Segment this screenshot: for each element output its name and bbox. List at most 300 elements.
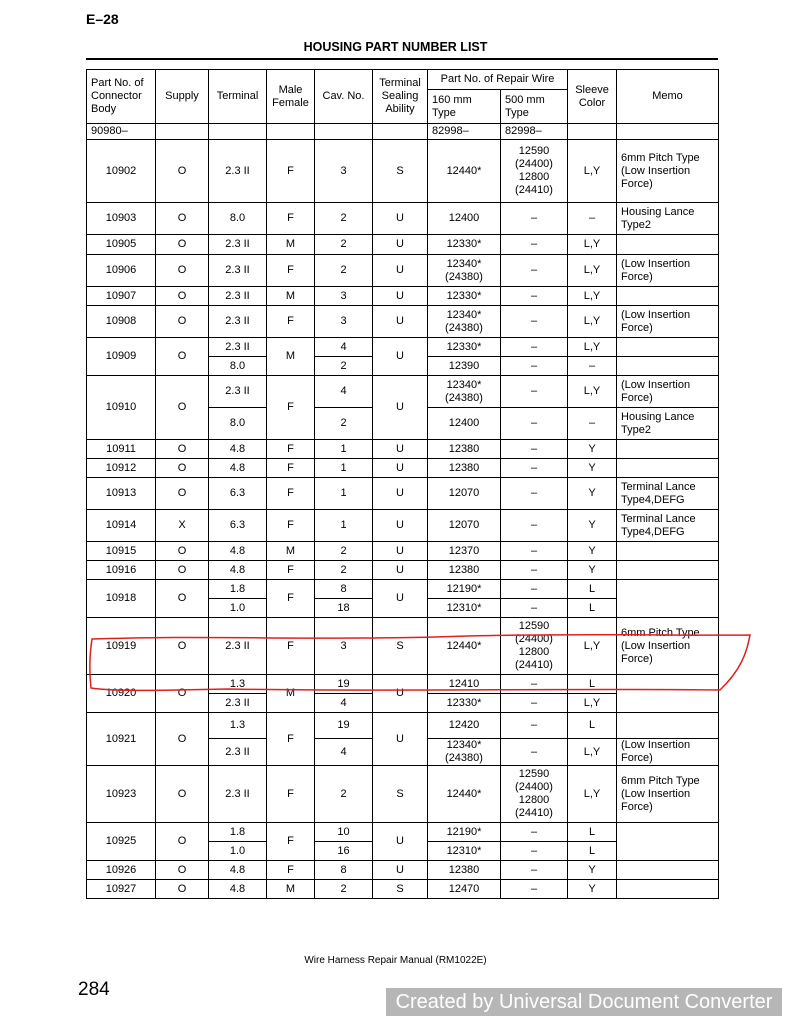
sleeve-color-cell: L — [568, 823, 617, 842]
male-female-cell: M — [267, 338, 315, 376]
section-code: E–28 — [86, 11, 119, 27]
wire-500-cell: – — [501, 235, 568, 255]
supply-cell: O — [156, 713, 209, 766]
cav-no-cell: 3 — [315, 287, 373, 306]
page-title: HOUSING PART NUMBER LIST — [303, 40, 488, 54]
part-number-cell: 10909 — [87, 338, 156, 376]
supply-cell: O — [156, 766, 209, 823]
wire-500-cell: – — [501, 203, 568, 235]
male-female-cell: F — [267, 618, 315, 675]
supply-cell: O — [156, 542, 209, 561]
memo-cell — [617, 287, 719, 306]
header-sleeve: Sleeve Color — [568, 70, 617, 124]
sealing-cell: S — [373, 766, 428, 823]
part-number-cell: 10926 — [87, 861, 156, 880]
cav-no-cell: 1 — [315, 478, 373, 510]
cav-no-cell: 4 — [315, 376, 373, 408]
sealing-cell: U — [373, 510, 428, 542]
table-row — [87, 255, 719, 287]
sleeve-color-cell: Y — [568, 561, 617, 580]
male-female-cell: F — [267, 306, 315, 338]
table-row — [87, 766, 719, 823]
wire-160-cell: 12340* (24380) — [428, 306, 501, 338]
sealing-cell: U — [373, 823, 428, 861]
cav-no-cell: 3 — [315, 306, 373, 338]
male-female-cell: F — [267, 255, 315, 287]
prefix-part: 90980– — [87, 124, 156, 140]
wire-500-cell: – — [501, 739, 568, 766]
table-row — [87, 675, 719, 694]
wire-500-cell: – — [501, 510, 568, 542]
title-rule — [86, 58, 718, 60]
supply-cell: O — [156, 338, 209, 376]
table-row — [87, 542, 719, 561]
header-memo: Memo — [617, 70, 719, 124]
terminal-cell: 8.0 — [209, 357, 267, 376]
memo-cell — [617, 459, 719, 478]
part-number-cell: 10918 — [87, 580, 156, 618]
sleeve-color-cell: Y — [568, 478, 617, 510]
sleeve-color-cell: L,Y — [568, 140, 617, 203]
memo-cell — [617, 823, 719, 861]
supply-cell: O — [156, 235, 209, 255]
header-repair-wire: Part No. of Repair Wire — [428, 70, 568, 90]
sleeve-color-cell: Y — [568, 880, 617, 899]
table-row — [87, 580, 719, 599]
supply-cell: O — [156, 823, 209, 861]
wire-500-cell: – — [501, 338, 568, 357]
wire-500-cell: – — [501, 376, 568, 408]
terminal-cell: 2.3 II — [209, 235, 267, 255]
watermark: Created by Universal Document Converter — [386, 988, 782, 1016]
sleeve-color-cell: L — [568, 842, 617, 861]
prefix-w160: 82998– — [428, 124, 501, 140]
cav-no-cell: 8 — [315, 580, 373, 599]
sealing-cell: U — [373, 675, 428, 713]
memo-cell — [617, 861, 719, 880]
wire-160-cell: 12330* — [428, 694, 501, 713]
part-number-cell: 10916 — [87, 561, 156, 580]
male-female-cell: M — [267, 880, 315, 899]
terminal-cell: 4.8 — [209, 459, 267, 478]
prefix-row — [87, 124, 719, 140]
male-female-cell: F — [267, 140, 315, 203]
sealing-cell: U — [373, 203, 428, 235]
male-female-cell: F — [267, 580, 315, 618]
prefix-empty — [617, 124, 719, 140]
sealing-cell: U — [373, 376, 428, 440]
part-number-cell: 10915 — [87, 542, 156, 561]
supply-cell: O — [156, 306, 209, 338]
header-terminal: Terminal — [209, 70, 267, 124]
cav-no-cell: 1 — [315, 510, 373, 542]
cav-no-cell: 19 — [315, 713, 373, 739]
supply-cell: O — [156, 880, 209, 899]
wire-160-cell: 12400 — [428, 203, 501, 235]
table-row — [87, 861, 719, 880]
sealing-cell: U — [373, 580, 428, 618]
header-160mm: 160 mm Type — [428, 90, 501, 124]
sleeve-color-cell: – — [568, 408, 617, 440]
terminal-cell: 4.8 — [209, 880, 267, 899]
wire-500-cell: – — [501, 440, 568, 459]
terminal-cell: 4.8 — [209, 542, 267, 561]
sealing-cell: U — [373, 338, 428, 376]
supply-cell: O — [156, 861, 209, 880]
sleeve-color-cell: Y — [568, 510, 617, 542]
part-number-cell: 10906 — [87, 255, 156, 287]
header-supply: Supply — [156, 70, 209, 124]
memo-cell — [617, 880, 719, 899]
sealing-cell: U — [373, 713, 428, 766]
part-number-cell: 10903 — [87, 203, 156, 235]
terminal-cell: 2.3 II — [209, 338, 267, 357]
cav-no-cell: 2 — [315, 408, 373, 440]
part-number-cell: 10919 — [87, 618, 156, 675]
terminal-cell: 2.3 II — [209, 766, 267, 823]
table-row — [87, 459, 719, 478]
wire-500-cell: – — [501, 478, 568, 510]
table-row — [87, 510, 719, 542]
housing-part-table — [86, 69, 719, 899]
sealing-cell: U — [373, 287, 428, 306]
sealing-cell: U — [373, 440, 428, 459]
cav-no-cell: 4 — [315, 338, 373, 357]
sealing-cell: S — [373, 880, 428, 899]
supply-cell: O — [156, 675, 209, 713]
male-female-cell: M — [267, 542, 315, 561]
male-female-cell: F — [267, 713, 315, 766]
header-male-female: Male Female — [267, 70, 315, 124]
wire-160-cell: 12440* — [428, 140, 501, 203]
cav-no-cell: 1 — [315, 459, 373, 478]
prefix-empty — [156, 124, 209, 140]
supply-cell: O — [156, 287, 209, 306]
male-female-cell: M — [267, 235, 315, 255]
header-sealing: Terminal Sealing Ability — [373, 70, 428, 124]
memo-cell — [617, 675, 719, 713]
memo-cell: (Low Insertion Force) — [617, 306, 719, 338]
terminal-cell: 2.3 II — [209, 739, 267, 766]
memo-cell: 6mm Pitch Type (Low Insertion Force) — [617, 618, 719, 675]
header-cav-no: Cav. No. — [315, 70, 373, 124]
supply-cell: O — [156, 580, 209, 618]
header-500mm: 500 mm Type — [501, 90, 568, 124]
cav-no-cell: 2 — [315, 235, 373, 255]
wire-160-cell: 12070 — [428, 510, 501, 542]
sleeve-color-cell: Y — [568, 459, 617, 478]
part-number-cell: 10911 — [87, 440, 156, 459]
wire-500-cell: – — [501, 599, 568, 618]
wire-160-cell: 12330* — [428, 338, 501, 357]
cav-no-cell: 8 — [315, 861, 373, 880]
sleeve-color-cell: L,Y — [568, 306, 617, 338]
sleeve-color-cell: L — [568, 675, 617, 694]
sealing-cell: U — [373, 861, 428, 880]
wire-160-cell: 12310* — [428, 842, 501, 861]
male-female-cell: F — [267, 440, 315, 459]
part-number-cell: 10914 — [87, 510, 156, 542]
prefix-empty — [373, 124, 428, 140]
cav-no-cell: 2 — [315, 561, 373, 580]
male-female-cell: F — [267, 510, 315, 542]
terminal-cell: 6.3 — [209, 478, 267, 510]
sleeve-color-cell: – — [568, 203, 617, 235]
terminal-cell: 1.0 — [209, 599, 267, 618]
wire-500-cell: – — [501, 823, 568, 842]
prefix-empty — [209, 124, 267, 140]
wire-160-cell: 12410 — [428, 675, 501, 694]
sleeve-color-cell: Y — [568, 542, 617, 561]
memo-cell — [617, 580, 719, 618]
wire-500-cell: – — [501, 287, 568, 306]
memo-cell: 6mm Pitch Type (Low Insertion Force) — [617, 766, 719, 823]
male-female-cell: F — [267, 561, 315, 580]
wire-160-cell: 12070 — [428, 478, 501, 510]
sleeve-color-cell: L — [568, 713, 617, 739]
terminal-cell: 1.8 — [209, 823, 267, 842]
wire-500-cell: – — [501, 306, 568, 338]
wire-160-cell: 12340* (24380) — [428, 255, 501, 287]
wire-160-cell: 12340* (24380) — [428, 739, 501, 766]
memo-cell — [617, 338, 719, 357]
wire-160-cell: 12310* — [428, 599, 501, 618]
supply-cell: O — [156, 618, 209, 675]
cav-no-cell: 2 — [315, 542, 373, 561]
wire-160-cell: 12380 — [428, 440, 501, 459]
wire-500-cell: – — [501, 713, 568, 739]
cav-no-cell: 2 — [315, 203, 373, 235]
part-number-cell: 10925 — [87, 823, 156, 861]
wire-160-cell: 12400 — [428, 408, 501, 440]
male-female-cell: F — [267, 376, 315, 440]
sealing-cell: U — [373, 235, 428, 255]
terminal-cell: 2.3 II — [209, 694, 267, 713]
part-number-cell: 10927 — [87, 880, 156, 899]
table-row — [87, 287, 719, 306]
supply-cell: O — [156, 561, 209, 580]
wire-160-cell: 12440* — [428, 766, 501, 823]
sleeve-color-cell: L,Y — [568, 766, 617, 823]
terminal-cell: 1.0 — [209, 842, 267, 861]
cav-no-cell: 2 — [315, 880, 373, 899]
prefix-empty — [568, 124, 617, 140]
wire-500-cell: – — [501, 861, 568, 880]
wire-500-cell: – — [501, 580, 568, 599]
wire-500-cell: 12590 (24400) 12800 (24410) — [501, 140, 568, 203]
wire-160-cell: 12380 — [428, 459, 501, 478]
sleeve-color-cell: L,Y — [568, 338, 617, 357]
terminal-cell: 4.8 — [209, 861, 267, 880]
terminal-cell: 1.3 — [209, 713, 267, 739]
cav-no-cell: 19 — [315, 675, 373, 694]
terminal-cell: 2.3 II — [209, 376, 267, 408]
terminal-cell: 2.3 II — [209, 306, 267, 338]
footer-manual: Wire Harness Repair Manual (RM1022E) — [304, 955, 487, 966]
wire-160-cell: 12420 — [428, 713, 501, 739]
prefix-empty — [267, 124, 315, 140]
wire-160-cell: 12380 — [428, 561, 501, 580]
sealing-cell: S — [373, 618, 428, 675]
header-part-no: Part No. of Connector Body — [87, 70, 156, 124]
part-number-cell: 10902 — [87, 140, 156, 203]
sleeve-color-cell: L,Y — [568, 255, 617, 287]
memo-cell — [617, 235, 719, 255]
wire-160-cell: 12340* (24380) — [428, 376, 501, 408]
sleeve-color-cell: Y — [568, 440, 617, 459]
memo-cell — [617, 440, 719, 459]
sealing-cell: U — [373, 478, 428, 510]
wire-160-cell: 12330* — [428, 235, 501, 255]
male-female-cell: F — [267, 459, 315, 478]
wire-500-cell: – — [501, 842, 568, 861]
cav-no-cell: 3 — [315, 140, 373, 203]
male-female-cell: M — [267, 675, 315, 713]
wire-500-cell: – — [501, 459, 568, 478]
memo-cell: (Low Insertion Force) — [617, 739, 719, 766]
sealing-cell: U — [373, 306, 428, 338]
supply-cell: O — [156, 440, 209, 459]
wire-500-cell: – — [501, 561, 568, 580]
terminal-cell: 4.8 — [209, 440, 267, 459]
male-female-cell: F — [267, 478, 315, 510]
memo-cell: 6mm Pitch Type (Low Insertion Force) — [617, 140, 719, 203]
cav-no-cell: 2 — [315, 766, 373, 823]
sealing-cell: U — [373, 255, 428, 287]
male-female-cell: F — [267, 766, 315, 823]
sleeve-color-cell: – — [568, 357, 617, 376]
table-row — [87, 235, 719, 255]
table-row — [87, 561, 719, 580]
sleeve-color-cell: L,Y — [568, 694, 617, 713]
sleeve-color-cell: L,Y — [568, 739, 617, 766]
page-number: 284 — [78, 979, 110, 1000]
cav-no-cell: 2 — [315, 357, 373, 376]
memo-cell: Housing Lance Type2 — [617, 203, 719, 235]
terminal-cell: 2.3 II — [209, 140, 267, 203]
memo-cell: Housing Lance Type2 — [617, 408, 719, 440]
part-number-cell: 10908 — [87, 306, 156, 338]
table-row — [87, 440, 719, 459]
wire-500-cell: – — [501, 357, 568, 376]
table-row — [87, 140, 719, 203]
wire-500-cell: – — [501, 542, 568, 561]
terminal-cell: 2.3 II — [209, 618, 267, 675]
part-number-cell: 10921 — [87, 713, 156, 766]
wire-160-cell: 12190* — [428, 823, 501, 842]
male-female-cell: M — [267, 287, 315, 306]
table-row — [87, 376, 719, 408]
wire-500-cell: 12590 (24400) 12800 (24410) — [501, 766, 568, 823]
sealing-cell: S — [373, 140, 428, 203]
sleeve-color-cell: L,Y — [568, 287, 617, 306]
sleeve-color-cell: L,Y — [568, 618, 617, 675]
wire-160-cell: 12380 — [428, 861, 501, 880]
cav-no-cell: 4 — [315, 739, 373, 766]
male-female-cell: F — [267, 861, 315, 880]
memo-cell — [617, 561, 719, 580]
part-number-cell: 10912 — [87, 459, 156, 478]
table-row — [87, 203, 719, 235]
part-number-cell: 10910 — [87, 376, 156, 440]
terminal-cell: 8.0 — [209, 203, 267, 235]
terminal-cell: 8.0 — [209, 408, 267, 440]
sleeve-color-cell: L — [568, 580, 617, 599]
terminal-cell: 2.3 II — [209, 287, 267, 306]
part-number-cell: 10905 — [87, 235, 156, 255]
supply-cell: O — [156, 140, 209, 203]
wire-160-cell: 12190* — [428, 580, 501, 599]
supply-cell: O — [156, 478, 209, 510]
prefix-empty — [315, 124, 373, 140]
memo-cell: (Low Insertion Force) — [617, 376, 719, 408]
male-female-cell: F — [267, 203, 315, 235]
table-row — [87, 618, 719, 675]
male-female-cell: F — [267, 823, 315, 861]
cav-no-cell: 1 — [315, 440, 373, 459]
wire-500-cell: – — [501, 408, 568, 440]
sealing-cell: U — [373, 561, 428, 580]
cav-no-cell: 10 — [315, 823, 373, 842]
sleeve-color-cell: L,Y — [568, 376, 617, 408]
terminal-cell: 1.3 — [209, 675, 267, 694]
wire-160-cell: 12390 — [428, 357, 501, 376]
memo-cell — [617, 542, 719, 561]
supply-cell: O — [156, 459, 209, 478]
cav-no-cell: 3 — [315, 618, 373, 675]
sealing-cell: U — [373, 459, 428, 478]
sleeve-color-cell: L — [568, 599, 617, 618]
supply-cell: X — [156, 510, 209, 542]
prefix-w500: 82998– — [501, 124, 568, 140]
memo-cell: Terminal Lance Type4,DEFG — [617, 510, 719, 542]
wire-500-cell: – — [501, 694, 568, 713]
part-number-cell: 10920 — [87, 675, 156, 713]
sleeve-color-cell: Y — [568, 861, 617, 880]
cav-no-cell: 16 — [315, 842, 373, 861]
memo-cell: (Low Insertion Force) — [617, 255, 719, 287]
part-number-cell: 10923 — [87, 766, 156, 823]
table-row — [87, 880, 719, 899]
memo-cell: Terminal Lance Type4,DEFG — [617, 478, 719, 510]
cav-no-cell: 18 — [315, 599, 373, 618]
wire-160-cell: 12330* — [428, 287, 501, 306]
wire-160-cell: 12370 — [428, 542, 501, 561]
table-row — [87, 338, 719, 357]
terminal-cell: 2.3 II — [209, 255, 267, 287]
wire-160-cell: 12470 — [428, 880, 501, 899]
sleeve-color-cell: L,Y — [568, 235, 617, 255]
terminal-cell: 4.8 — [209, 561, 267, 580]
terminal-cell: 1.8 — [209, 580, 267, 599]
part-number-cell: 10913 — [87, 478, 156, 510]
wire-500-cell: – — [501, 255, 568, 287]
memo-cell — [617, 713, 719, 739]
cav-no-cell: 2 — [315, 255, 373, 287]
table-row — [87, 823, 719, 842]
terminal-cell: 6.3 — [209, 510, 267, 542]
sealing-cell: U — [373, 542, 428, 561]
part-number-cell: 10907 — [87, 287, 156, 306]
supply-cell: O — [156, 255, 209, 287]
wire-160-cell: 12440* — [428, 618, 501, 675]
wire-500-cell: – — [501, 675, 568, 694]
wire-500-cell: – — [501, 880, 568, 899]
table-row — [87, 478, 719, 510]
cav-no-cell: 4 — [315, 694, 373, 713]
supply-cell: O — [156, 376, 209, 440]
table-row — [87, 713, 719, 739]
